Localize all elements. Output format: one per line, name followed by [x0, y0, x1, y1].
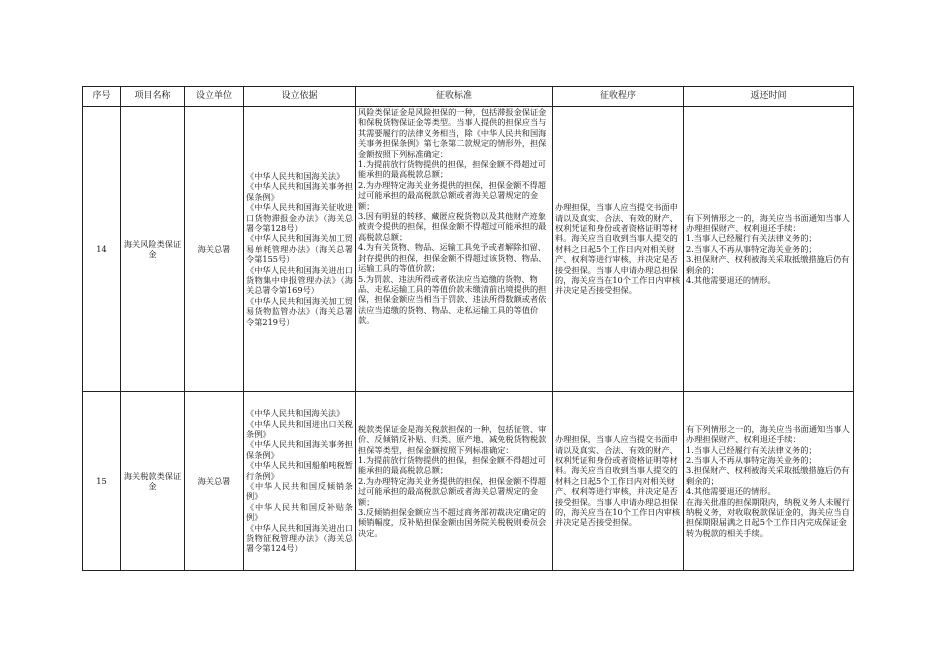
- header-standard: 征收标准: [356, 87, 553, 107]
- basis-line: 《中华人民共和国海关进出口货物征税管理办法》（海关总署令第124号）: [246, 522, 353, 554]
- basis-line: 《中华人民共和国海关事务担保条例》: [246, 181, 353, 202]
- refund-line: 有下列情形之一的，海关应当书面通知当事人办理担保财产、权利退还手续：: [686, 212, 850, 233]
- refund-line: 有下列情形之一的，海关应当书面通知当事人办理担保财产、权利退还手续：: [686, 423, 850, 445]
- refund-line: 4.其他需要退还的情形。: [686, 486, 776, 497]
- basis-line: 《中华人民共和国海关征收进口货物滞报金办法》（海关总署令第128号）: [246, 202, 353, 233]
- basis-line: 《中华人民共和国进出口关税条例》: [246, 418, 353, 439]
- refund-line: 3.担保财产、权利被海关采取抵缴措施后仍有剩余的；: [686, 254, 850, 275]
- row-refund: [684, 392, 854, 571]
- basis-line: 《中华人民共和国船舶吨税暂行条例》: [246, 460, 353, 481]
- standard-line: 风险类保证金是风险担保的一种，包括滞报金保证金和保税货物保证金等类型。当事人提供的担保应当与其需要履行的法律义务相当，除《中华人民共和国海关事务担保条例》第七条第二款规定的情形外，担保金额按照下列标准确定：: [358, 107, 547, 159]
- standard-line: 3.反倾销担保金额应当不超过商务部初裁决定确定的倾销幅度，反补贴担保金额由国务院关税税则委员会决定。: [358, 507, 547, 538]
- row-standard: [356, 392, 553, 571]
- header-refund: 返还时间: [684, 87, 854, 107]
- standard-line: 1.为提前放行货物提供的担保，担保金额不得超过可能承担的最高税款总额；: [358, 159, 546, 180]
- standard-line: 2.为办理特定海关业务提供的担保，担保金额不得超过可能承担的最高税款总额或者海关总署规定的金额；: [358, 475, 546, 507]
- basis-line: 《中华人民共和国反倾销条例》: [246, 481, 353, 502]
- row-procedure: 办理担保，当事人应当提交书面申请以及真实、合法、有效的财产、权利凭证和身份或者资格证明等材料。海关应当自收到当事人提交的材料之日起5个工作日内对相关财产、权利等进行审核，并决定是否接受担保。当事人申请办理总担保的，海关应当在10个工作日内审核并决定是否接受担保。: [553, 107, 684, 392]
- refund-line: 1.当事人已经履行有关法律义务的；: [686, 233, 817, 244]
- row-unit: 海关总署: [185, 392, 244, 571]
- row-refund: [684, 107, 854, 392]
- refund-line: 2.当事人不再从事特定海关业务的；: [686, 454, 817, 465]
- basis-line: 《中华人民共和国海关法》: [246, 408, 345, 419]
- header-basis: 设立依据: [244, 87, 356, 107]
- basis-line: 《中华人民共和国反补贴条例》: [246, 501, 353, 523]
- row-unit: 海关总署: [185, 107, 244, 392]
- row-procedure: 办理担保，当事人应当提交书面申请以及真实、合法、有效的财产、权利凭证和身份或者资格证明等材料。海关应当自收到当事人提交的材料之日起5个工作日内对相关财产、权利等进行审核，并决定是否接受担保。当事人申请办理总担保的，海关应当在10个工作日内审核并决定是否接受担保。: [553, 392, 684, 571]
- basis-line: 《中华人民共和国海关法》: [246, 170, 345, 181]
- basis-line: 《中华人民共和国海关进出口货物集中申报管理办法》（海关总署令第169号）: [246, 264, 353, 296]
- refund-line: 4.其他需要退还的情形。: [686, 275, 776, 286]
- row-basis: [244, 107, 356, 392]
- header-name: 项目名称: [121, 87, 185, 107]
- basis-line: 《中华人民共和国海关加工贸易货物监管办法》（海关总署令第219号）: [246, 295, 353, 327]
- standard-line: 1.为提前放行货物提供的担保，担保金额不得超过可能承担的最高税款总额；: [358, 454, 546, 476]
- header-procedure: 征收程序: [553, 87, 684, 107]
- row-name: 海关税款类保证金: [121, 392, 185, 571]
- refund-line: 3.担保财产、权利被海关采取抵缴措施后仍有剩余的；: [686, 465, 850, 486]
- header-no: 序号: [83, 87, 121, 107]
- basis-line: 《中华人民共和国海关事务担保条例》: [246, 439, 353, 460]
- refund-line: 在海关批准的担保期限内，纳税义务人未履行纳税义务，对收取税款保证金的，海关应当自担保期限届满之日起5个工作日内完成保证金转为税款的相关手续。: [686, 496, 850, 538]
- standard-line: 2.为办理特定海关业务提供的担保，担保金额不得超过可能承担的最高税款总额或者海关总署规定的金额；: [358, 179, 546, 211]
- standard-line: 税款类保证金是海关税款担保的一种，包括征管、审价、反倾销反补贴、归类、原产地、减免税货物税款担保等类型，担保金额按照下列标准确定：: [358, 423, 547, 455]
- table-row: [83, 107, 854, 392]
- row-no: 15: [83, 392, 121, 571]
- header-row: [83, 87, 854, 107]
- standard-line: 5.为罚款、违法所得或者依法应当追缴的货物、物品、走私运输工具的等值价款未缴清前出境提供的担保，担保金额应当相当于罚款、违法所得数额或者依法应当追缴的货物、物品、走私运输工具的等值价款。: [358, 273, 547, 326]
- header-unit: 设立单位: [185, 87, 244, 107]
- standard-line: 3.因有明显的转移、藏匿应税货物以及其他财产迹象被责令提供的担保，担保金额不得超过可能承担的最高税款总额；: [358, 211, 547, 242]
- row-name: 海关风险类保证金: [121, 107, 185, 392]
- row-no: 14: [83, 107, 121, 392]
- row-basis: [244, 392, 356, 571]
- refund-line: 1.当事人已经履行有关法律义务的；: [686, 444, 817, 455]
- table-row: [83, 392, 854, 571]
- refund-line: 2.当事人不再从事特定海关业务的；: [686, 243, 817, 254]
- row-standard: [356, 107, 553, 392]
- standard-line: 4.为有关货物、物品、运输工具免予或者解除扣留、封存提供的担保，担保金额不得超过该货物、物品、运输工具的等值价款；: [358, 242, 547, 274]
- basis-line: 《中华人民共和国海关加工贸易单耗管理办法》（海关总署令第155号）: [246, 233, 353, 265]
- fee-table: [82, 86, 854, 571]
